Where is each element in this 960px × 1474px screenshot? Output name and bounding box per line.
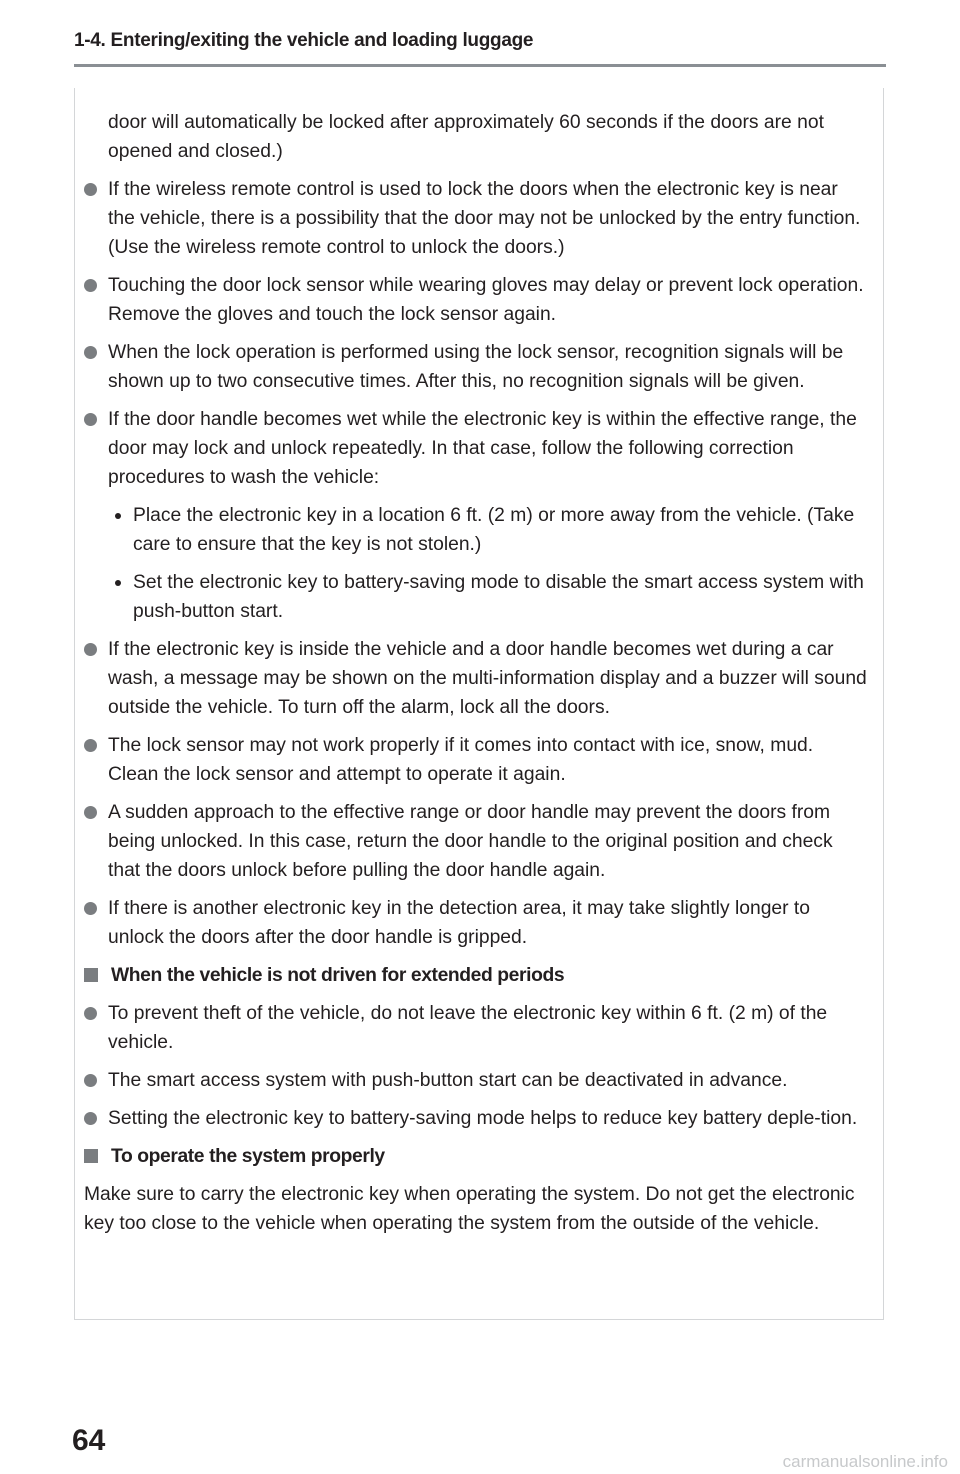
- bullet-item: A sudden approach to the effective range or door handle may prevent the doors from being unlocked. In this case, return the door handle to the original position and check that the doors unlock before pulling the door handle again.: [84, 798, 868, 885]
- bullet-circle-icon: [84, 643, 97, 656]
- bullet-circle-icon: [84, 806, 97, 819]
- watermark: carmanualsonline.info: [782, 1452, 948, 1471]
- bullet-item: If the wireless remote control is used to lock the doors when the electronic key is near the vehicle, there is a possibility that the door may not be unlocked by the entry function. (Use the wireless remote control to unlock the doors.): [84, 175, 868, 262]
- bullet-item: If the door handle becomes wet while the electronic key is within the effective range, the door may lock and unlock repeatedly. In that case, follow the following correction procedures to wash the vehicle:: [84, 405, 868, 492]
- sub-bullet-item: Set the electronic key to battery-saving mode to disable the smart access system with push-button start.: [84, 568, 868, 626]
- bullet-item: The lock sensor may not work properly if it comes into contact with ice, snow, mud. Clean the lock sensor and attempt to operate it again.: [84, 731, 868, 789]
- body-paragraph: Make sure to carry the electronic key when operating the system. Do not get the electronic key too close to the vehicle when operating the system from the outside of the vehicle.: [84, 1184, 855, 1234]
- section-header: 1-4. Entering/exiting the vehicle and loading luggage: [74, 30, 534, 51]
- bullet-item: If the electronic key is inside the vehicle and a door handle becomes wet during a car wash, a message may be shown on the multi-information display and a buzzer will sound outside the vehicle. To turn off the alarm, lock all the doors.: [84, 635, 868, 722]
- bullet-item: Setting the electronic key to battery-saving mode helps to reduce key battery deple-tion.: [84, 1104, 868, 1133]
- continuation-text: door will automatically be locked after approximately 60 seconds if the doors are not opened and closed.): [108, 112, 824, 162]
- section-heading-operate-properly: To operate the system properly: [84, 1142, 868, 1171]
- bullet-circle-icon: [84, 346, 97, 359]
- bullet-circle-icon: [84, 1007, 97, 1020]
- bullet-circle-icon: [84, 1112, 97, 1125]
- section-heading-extended-periods: When the vehicle is not driven for extended periods: [84, 961, 868, 990]
- bullet-circle-icon: [84, 183, 97, 196]
- sub-bullet-dot-icon: [115, 580, 121, 586]
- sub-bullet-dot-icon: [115, 513, 121, 519]
- bullet-circle-icon: [84, 1074, 97, 1087]
- bullet-item: When the lock operation is performed using the lock sensor, recognition signals will be shown up to two consecutive times. After this, no recognition signals will be given.: [84, 338, 868, 396]
- bullet-item: If there is another electronic key in the detection area, it may take slightly longer to unlock the doors after the door handle is gripped.: [84, 894, 868, 952]
- bullet-circle-icon: [84, 739, 97, 752]
- square-bullet-icon: [84, 968, 98, 982]
- header-rule: [74, 64, 886, 67]
- bullet-item: The smart access system with push-button start can be deactivated in advance.: [84, 1066, 868, 1095]
- bullet-item: Touching the door lock sensor while wearing gloves may delay or prevent lock operation. Remove the gloves and touch the lock sensor again.: [84, 271, 868, 329]
- square-bullet-icon: [84, 1149, 98, 1163]
- bullet-circle-icon: [84, 413, 97, 426]
- bullet-circle-icon: [84, 279, 97, 292]
- bullet-circle-icon: [84, 902, 97, 915]
- sub-bullet-item: Place the electronic key in a location 6 ft. (2 m) or more away from the vehicle. (Take care to ensure that the key is not stolen.): [84, 501, 868, 559]
- content: [84, 108, 868, 1247]
- bullet-item: To prevent theft of the vehicle, do not leave the electronic key within 6 ft. (2 m) of the vehicle.: [84, 999, 868, 1057]
- page-number: 64: [72, 1424, 106, 1457]
